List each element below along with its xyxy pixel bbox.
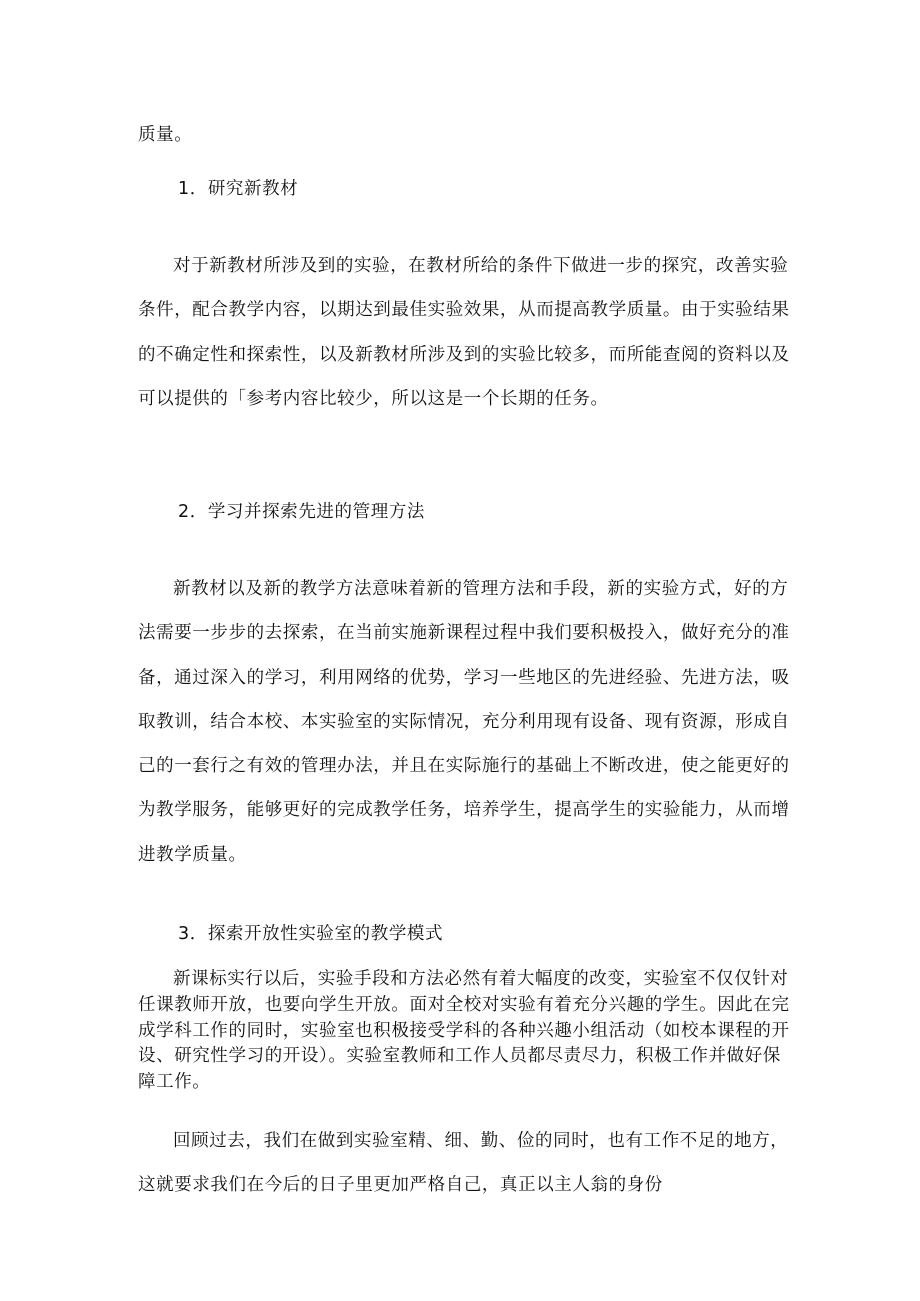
paragraph-management-methods: 新教材以及新的教学方法意味着新的管理方法和手段，新的实验方式，好的方法需要一步步的去探索，在当前实施新课程过程中我们要积极投入，做好充分的准备，通过深入的学习，利用网络的优势，学习一些地区的先进经验、先进方法，吸取教训，结合本校、本实验室的实际情况，充分利用现有设备、现有资源，形成自己的一套行之有效的管理办法，并且在实际施行的基础上不断改进，使之能更好的为教学服务，能够更好的完成教学任务，培养学生，提高学生的实验能力，从而增进教学质量。 <box>138 579 790 865</box>
heading-3-open-laboratory: 3．探索开放性实验室的教学模式 <box>178 924 444 944</box>
heading-1-study-new-textbooks: 1．研究新教材 <box>178 179 299 199</box>
paragraph-open-laboratory: 新课标实行以后，实验手段和方法必然有着大幅度的改变，实验室不仅仅针对任课教师开放，也要向学生开放。面对全校对实验有着充分兴趣的学生。因此在完成学科工作的同时，实验室也积极接受学科的各种兴趣小组活动（如校本课程的开设、研究性学习的开设）。实验室教师和工作人员都尽责尽力，积极工作并做好保障工作。 <box>138 969 790 1093</box>
heading-2-management-methods: 2．学习并探索先进的管理方法 <box>178 502 426 522</box>
paragraph-new-textbook-experiments: 对于新教材所涉及到的实验，在教材所给的条件下做进一步的探究，改善实验条件，配合教学内容，以期达到最佳实验效果，从而提高教学质量。由于实验结果的不确定性和探索性，以及新教材所涉及到的实验比较多，而所能查阅的资料以及可以提供的「参考内容比较少，所以这是一个长期的任务。 <box>138 256 790 409</box>
paragraph-continuation: 质量。 <box>138 125 193 145</box>
paragraph-review-past: 回顾过去，我们在做到实验室精、细、勤、俭的同时，也有工作不足的地方，这就要求我们在今后的日子里更加严格自己，真正以主人翁的身份 <box>138 1131 789 1196</box>
